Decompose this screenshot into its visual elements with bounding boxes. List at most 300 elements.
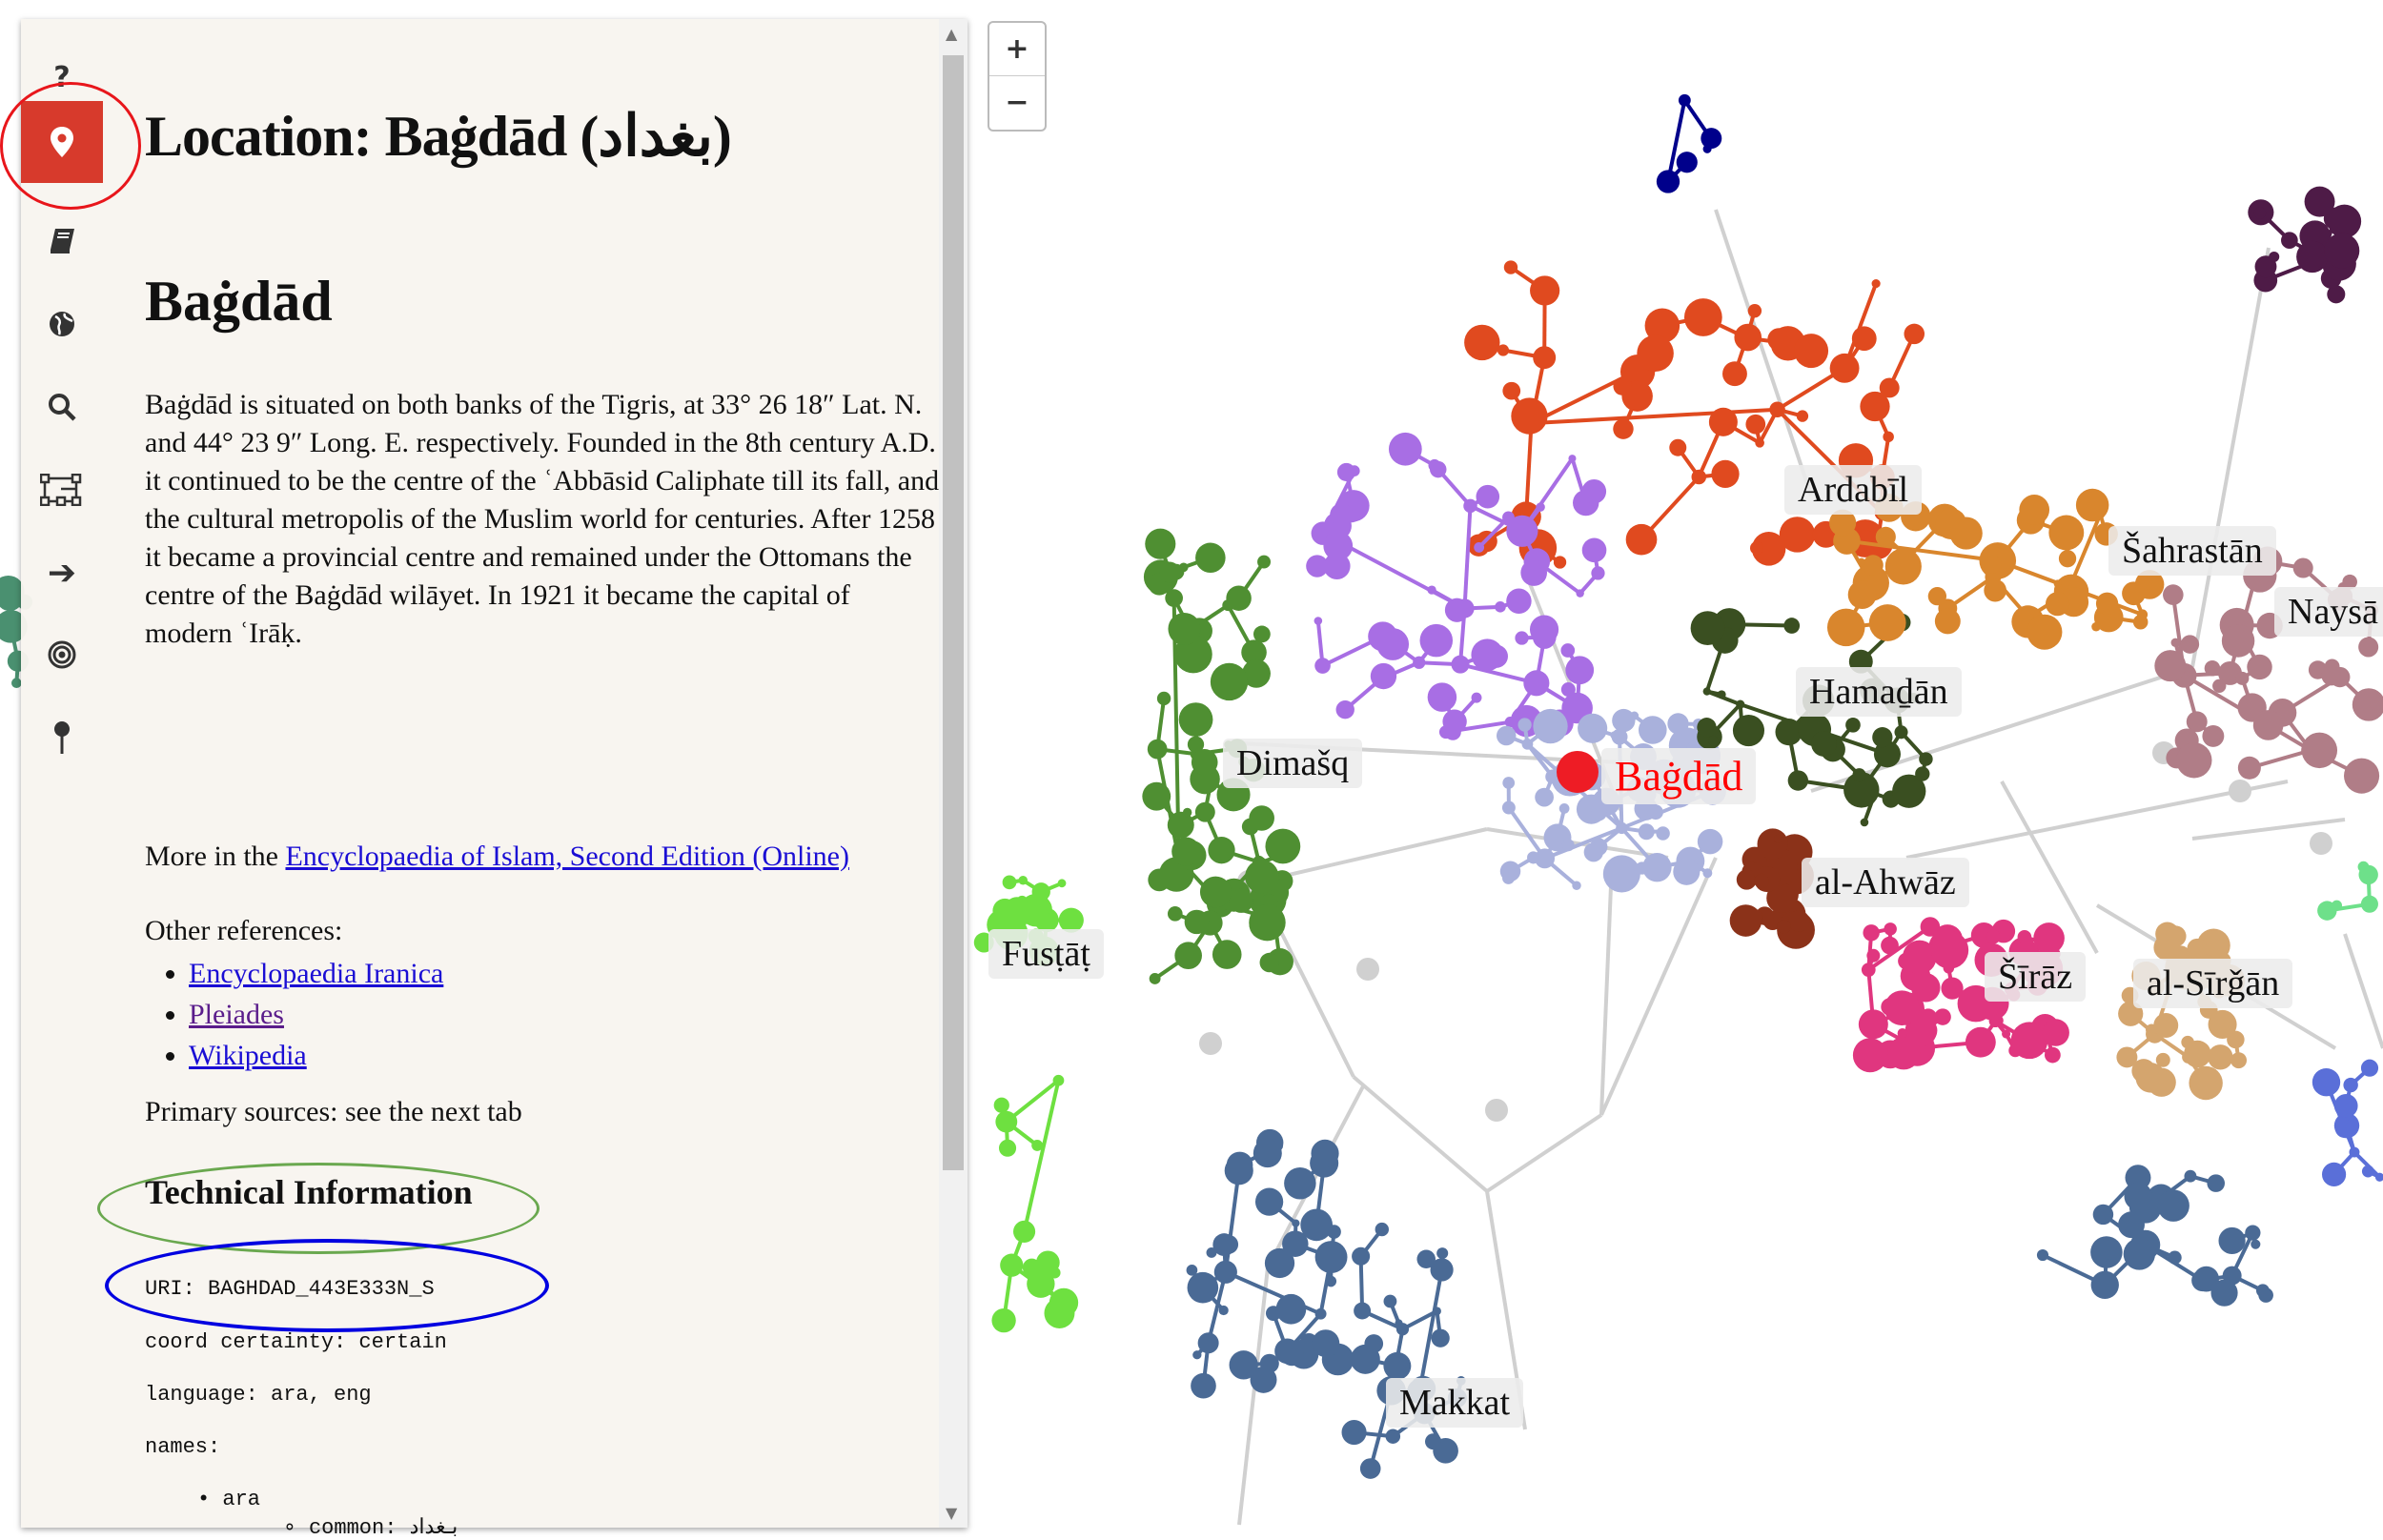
more-info <box>145 841 849 873</box>
scroll-down-arrow[interactable]: ▼ <box>946 1504 957 1522</box>
settlement-marker <box>1903 941 1937 975</box>
settlement-marker <box>1919 1008 1937 1026</box>
settlement-marker <box>1433 1307 1441 1315</box>
settlement-marker <box>2208 1044 2232 1069</box>
settlement-marker <box>2305 187 2335 217</box>
settlement-marker <box>1859 1009 1888 1039</box>
settlement-marker <box>1023 1259 1041 1277</box>
settlement-marker <box>1533 709 1567 743</box>
settlement-marker <box>1667 713 1688 734</box>
settlement-marker <box>1032 882 1050 901</box>
coord-certainty-field: coord certainty: certain <box>145 1330 447 1354</box>
network-icon[interactable] <box>21 449 103 531</box>
settlement-marker <box>2230 1052 2247 1068</box>
settlement-marker <box>1386 1429 1400 1443</box>
settlement-marker <box>1863 924 1879 941</box>
settlement-marker <box>1691 611 1725 645</box>
settlement-marker <box>1428 459 1440 472</box>
settlement-marker <box>1148 740 1168 760</box>
settlement-marker <box>1811 731 1837 757</box>
route-line <box>1239 1267 1268 1525</box>
settlement-marker <box>2059 550 2076 567</box>
settlement-marker <box>2163 584 2184 605</box>
settlement-marker <box>1520 559 1547 586</box>
settlement-marker <box>1168 613 1200 645</box>
settlement-marker <box>1904 324 1925 345</box>
uri-field: URI: BAGHDAD_443E333N_S <box>145 1277 435 1301</box>
settlement-marker <box>2258 1287 2273 1303</box>
settlement-marker <box>1226 585 1251 610</box>
settlement-marker <box>2247 655 2271 679</box>
route-node <box>1199 1032 1222 1055</box>
settlement-marker <box>1245 860 1278 893</box>
place-description: Baġdād is situated on both banks of the Tigris, at 33° 26 18″ Lat. N. and 44° 23 9″ Long. E. respectively. Founded in the 8th century A.D. it continued to be the centre of the ʿAbbāsid Caliphate till its fall, and the cultural metropolis of the Muslim world for centuries. After 1258 it became a provincial centre and remained under the Ottomans the centre of the Baġdād wilāyet. In 1921 it became the capital of modern ʿIrāḳ. <box>145 386 941 653</box>
settlement-marker <box>1376 628 1409 660</box>
map-label-fustat[interactable]: Fusṭāṭ <box>988 929 1104 979</box>
settlement-marker <box>1207 1247 1217 1258</box>
names-lang: ara <box>222 1488 260 1511</box>
settlement-marker <box>1639 716 1667 744</box>
settlement-marker <box>2048 516 2084 551</box>
settlement-marker <box>1718 690 1726 699</box>
settlement-marker <box>1436 1247 1448 1259</box>
settlement-marker <box>1797 410 1808 421</box>
route-node <box>2310 832 2332 855</box>
settlement-marker <box>1733 715 1764 746</box>
settlement-marker <box>991 1308 1015 1332</box>
settlement-marker <box>1745 415 1765 435</box>
settlement-marker <box>2091 622 2101 632</box>
settlement-marker <box>1582 538 1607 563</box>
arrow-right-icon[interactable]: ➔ <box>21 532 103 614</box>
settlement-marker <box>1352 1247 1370 1266</box>
settlement-marker <box>1191 1373 1216 1399</box>
settlement-marker <box>1027 902 1042 918</box>
map-label-siraz[interactable]: Šīrāz <box>1985 952 2086 1002</box>
settlement-marker <box>1195 802 1215 822</box>
settlement-marker <box>1255 1187 1283 1215</box>
settlement-marker <box>2254 207 2266 218</box>
settlement-marker <box>1527 851 1539 863</box>
settlement-marker <box>1053 1075 1065 1086</box>
location-pin-icon[interactable] <box>21 101 103 183</box>
settlement-marker <box>1734 324 1762 352</box>
settlement-marker <box>1722 361 1747 386</box>
map-label-makkat[interactable]: Makkat <box>1386 1378 1523 1428</box>
settlement-marker <box>1730 904 1762 937</box>
settlement-marker <box>1142 782 1171 811</box>
settlement-marker <box>1698 829 1723 855</box>
primary-sources-note: Primary sources: see the next tab <box>145 1096 522 1128</box>
settlement-marker <box>1145 529 1175 559</box>
settlement-marker <box>1257 556 1271 569</box>
settlement-marker <box>1677 152 1698 172</box>
settlement-marker <box>2184 1170 2196 1183</box>
map-label-hamadan[interactable]: Hamaḏān <box>1796 667 1962 717</box>
encyclopaedia-iranica-link[interactable]: Encyclopaedia Iranica <box>189 958 443 989</box>
settlement-marker <box>1314 617 1323 625</box>
settlement-marker <box>1536 502 1544 511</box>
settlement-marker <box>1413 657 1425 669</box>
zoom-out-button[interactable]: − <box>989 76 1045 129</box>
wikipedia-link[interactable]: Wikipedia <box>189 1040 307 1071</box>
settlement-marker <box>2187 939 2207 959</box>
names-lang-item: • ara <box>197 1488 260 1511</box>
settlement-marker <box>1591 566 1604 579</box>
settlement-marker <box>1885 548 1922 584</box>
settlement-marker <box>1703 145 1712 153</box>
settlement-marker <box>2181 635 2199 653</box>
settlement-marker <box>1872 279 1881 288</box>
panel-scrollbar[interactable] <box>939 19 967 1528</box>
settlement-marker <box>1284 1167 1315 1199</box>
settlement-marker <box>2334 1094 2358 1118</box>
settlement-marker <box>1150 973 1161 984</box>
names-common-item: ∘ common: بـغداد <box>283 1515 458 1540</box>
settlement-marker <box>1451 656 1469 674</box>
settlement-marker <box>1502 777 1515 789</box>
settlement-marker <box>1788 770 1808 790</box>
settlement-marker <box>2209 1010 2237 1039</box>
settlement-marker <box>1794 334 1828 368</box>
settlement-marker <box>1755 438 1764 448</box>
other-references-label: Other references: <box>145 915 342 947</box>
settlement-marker <box>1612 709 1635 732</box>
settlement-marker <box>2045 1047 2061 1064</box>
settlement-marker <box>1495 601 1506 613</box>
settlement-marker <box>1887 1037 1920 1069</box>
settlement-marker <box>1584 842 1603 861</box>
settlement-marker <box>1703 687 1711 695</box>
settlement-marker <box>2184 1041 2211 1068</box>
route-line <box>1601 858 1716 1115</box>
settlement-marker <box>1639 823 1655 840</box>
scroll-up-arrow[interactable]: ▲ <box>946 25 957 43</box>
map-label-naysa[interactable]: Naysā <box>2274 587 2383 637</box>
settlement-marker <box>2189 1066 2222 1100</box>
settlement-marker <box>1568 455 1576 462</box>
pleiades-link[interactable]: Pleiades <box>189 999 284 1030</box>
settlement-marker <box>2153 1013 2178 1038</box>
settlement-marker <box>1325 1276 1336 1287</box>
settlement-marker <box>1754 874 1768 888</box>
settlement-marker <box>1485 645 1508 668</box>
settlement-marker <box>1336 700 1354 719</box>
scroll-thumb[interactable] <box>943 55 964 1170</box>
settlement-marker <box>1192 1350 1201 1359</box>
settlement-marker <box>1253 1139 1282 1167</box>
settlement-marker <box>1389 433 1422 466</box>
settlement-marker <box>1965 1027 1996 1058</box>
help-icon[interactable]: ? <box>21 36 103 118</box>
settlement-marker <box>1748 304 1762 317</box>
settlement-marker <box>1692 470 1707 485</box>
settlement-marker <box>1515 631 1528 644</box>
settlement-marker <box>1019 876 1028 884</box>
route-line <box>1354 1077 1487 1191</box>
technical-information-heading: Technical Information <box>145 1172 473 1212</box>
settlement-marker <box>1613 418 1633 438</box>
settlement-marker <box>1673 859 1700 885</box>
settlement-marker <box>2293 558 2313 578</box>
settlement-marker <box>1986 930 2001 944</box>
settlement-marker <box>1463 499 1477 513</box>
settlement-marker <box>1898 1028 1908 1039</box>
settlement-marker <box>2153 935 2179 961</box>
settlement-marker <box>1395 1319 1402 1327</box>
settlement-marker <box>2033 922 2065 954</box>
settlement-marker <box>1179 702 1213 737</box>
route-node <box>1356 958 1379 981</box>
settlement-marker <box>1852 768 1865 781</box>
settlement-marker <box>1198 1332 1219 1353</box>
settlement-marker <box>1863 555 1884 576</box>
settlement-marker <box>2193 1266 2219 1292</box>
settlement-marker <box>1432 1329 1450 1348</box>
settlement-marker <box>1323 531 1353 560</box>
settlement-marker <box>1195 542 1226 573</box>
settlement-marker <box>2096 593 2118 615</box>
settlement-marker <box>2296 241 2328 273</box>
settlement-marker <box>2238 757 2261 780</box>
settlement-marker <box>2124 1238 2155 1269</box>
settlement-marker <box>1950 517 1983 549</box>
settlement-marker <box>1214 1261 1237 1284</box>
settlement-marker <box>2076 489 2109 522</box>
settlement-marker <box>1384 1295 1397 1308</box>
settlement-marker <box>1530 275 1559 305</box>
settlement-marker <box>1702 868 1712 878</box>
settlement-marker <box>2156 1053 2170 1067</box>
zoom-control <box>988 21 1047 132</box>
settlement-marker <box>1472 693 1482 703</box>
map-marker-icon[interactable] <box>21 697 103 779</box>
settlement-marker <box>1183 808 1192 817</box>
settlement-marker <box>2235 672 2249 685</box>
settlement-marker <box>2358 861 2370 873</box>
settlement-marker <box>1869 604 1906 641</box>
settlement-marker <box>1616 822 1627 834</box>
settlement-marker <box>1000 1254 1023 1277</box>
settlement-marker <box>1502 801 1516 815</box>
settlement-marker <box>1185 910 1209 934</box>
settlement-marker <box>995 1111 1017 1133</box>
settlement-marker <box>1750 541 1763 555</box>
settlement-marker <box>2037 1249 2048 1261</box>
settlement-marker <box>2135 1063 2165 1092</box>
settlement-marker <box>1383 1352 1411 1380</box>
settlement-marker <box>2091 1271 2119 1299</box>
settlement-marker <box>1852 326 1877 351</box>
settlement-marker <box>2362 1165 2374 1178</box>
settlement-marker <box>1522 739 1534 750</box>
settlement-marker <box>2046 592 2069 616</box>
settlement-marker <box>1219 1235 1238 1254</box>
settlement-marker <box>2332 901 2342 911</box>
settlement-marker <box>2251 1240 2260 1249</box>
map-label-ardabil[interactable]: Ardabīl <box>1784 465 1922 515</box>
names-common: common: بـغداد <box>309 1516 458 1540</box>
settlement-marker <box>1192 749 1218 776</box>
settlement-marker <box>1249 904 1285 941</box>
settlement-marker <box>1506 589 1531 614</box>
settlement-marker <box>1862 962 1876 977</box>
settlement-marker <box>1876 527 1896 547</box>
settlement-marker <box>1157 692 1171 705</box>
settlement-marker <box>2129 1191 2162 1224</box>
settlement-marker <box>1530 615 1558 643</box>
settlement-marker <box>1657 170 1680 192</box>
settlement-marker <box>1603 855 1640 892</box>
settlement-marker <box>2019 495 2049 525</box>
map-label-bagdad[interactable]: Baġdād <box>1601 748 1756 804</box>
settlement-marker <box>2202 725 2224 747</box>
settlement-marker <box>1578 714 1607 743</box>
settlement-marker <box>1227 1152 1253 1179</box>
settlement-marker <box>1554 556 1566 568</box>
settlement-marker <box>1591 805 1607 821</box>
settlement-marker <box>1576 589 1583 597</box>
settlement-marker <box>1314 658 1331 674</box>
settlement-marker <box>1427 585 1436 594</box>
settlement-marker <box>1845 718 1861 733</box>
settlement-marker <box>1928 587 1946 605</box>
settlement-marker <box>1464 325 1499 360</box>
book-icon[interactable] <box>21 200 103 282</box>
settlement-marker <box>1276 1294 1307 1325</box>
settlement-marker <box>1416 1249 1436 1268</box>
settlement-marker <box>1171 837 1200 865</box>
settlement-marker <box>1884 990 1920 1025</box>
zoom-in-button[interactable]: + <box>989 23 1045 76</box>
settlement-marker <box>2168 1251 2181 1265</box>
route-segment <box>1532 410 1778 423</box>
settlement-marker <box>2302 733 2337 768</box>
settlement-marker <box>2361 896 2378 913</box>
settlement-marker <box>1330 503 1353 526</box>
settlement-marker <box>1774 835 1782 843</box>
settlement-marker <box>2002 1030 2010 1039</box>
settlement-marker <box>2349 1147 2359 1158</box>
settlement-marker <box>2106 1259 2114 1267</box>
map-label-sahrastan[interactable]: Šahrastān <box>2108 526 2276 576</box>
settlement-marker <box>1767 328 1790 351</box>
settlement-marker <box>1354 1303 1371 1320</box>
settlement-marker <box>1502 382 1520 400</box>
settlement-marker <box>2361 1060 2378 1077</box>
settlement-marker <box>1613 377 1631 395</box>
settlement-marker <box>2245 1225 2260 1240</box>
settlement-marker <box>1848 580 1877 609</box>
globe-icon[interactable] <box>21 283 103 365</box>
settlement-marker <box>1656 826 1669 840</box>
settlement-marker <box>2335 1119 2354 1138</box>
settlement-marker <box>2253 710 2284 740</box>
settlement-marker <box>1200 877 1232 908</box>
settlement-marker <box>1265 1248 1294 1278</box>
settlement-marker <box>2093 1205 2113 1225</box>
route-segment <box>1226 1170 1239 1272</box>
settlement-marker <box>1708 736 1718 745</box>
map-label-sirgan[interactable]: al-Sīrǧān <box>2133 959 2292 1008</box>
settlement-marker <box>1420 624 1454 658</box>
map-label-ahwaz[interactable]: al-Ahwāz <box>1802 858 1969 907</box>
settlement-marker <box>2157 1189 2190 1222</box>
settlement-marker <box>2011 1022 2048 1059</box>
settlement-marker <box>2154 650 2186 681</box>
settlement-marker <box>1497 726 1516 745</box>
settlement-marker <box>1168 906 1183 922</box>
settlement-marker <box>1788 910 1809 931</box>
map-label-dimasq[interactable]: Dimašq <box>1223 739 1362 788</box>
settlement-marker <box>1637 334 1674 372</box>
settlement-marker <box>2218 1227 2245 1254</box>
settlement-marker <box>1737 869 1757 889</box>
settlement-marker <box>1188 1272 1219 1304</box>
settlement-marker <box>1783 618 1800 634</box>
settlement-marker <box>1870 789 1879 798</box>
list-item <box>189 1035 443 1076</box>
settlement-marker <box>1044 1298 1074 1328</box>
list-item <box>189 953 443 994</box>
settlement-marker <box>1517 718 1531 731</box>
settlement-marker <box>2205 660 2221 677</box>
settlement-marker <box>1502 512 1515 524</box>
settlement-marker <box>2344 759 2379 794</box>
settlement-marker <box>1311 1140 1338 1167</box>
settlement-marker <box>1502 872 1515 884</box>
settlement-marker <box>1337 463 1355 481</box>
target-icon[interactable] <box>21 614 103 696</box>
settlement-marker <box>2281 232 2298 249</box>
settlement-marker <box>1425 1433 1441 1449</box>
route-line <box>1487 1115 1601 1191</box>
settlement-marker <box>1253 626 1271 643</box>
encyclopaedia-of-islam-link[interactable]: Encyclopaedia of Islam, Second Edition (Online) <box>285 841 849 872</box>
settlement-marker <box>1861 819 1869 827</box>
search-icon[interactable] <box>21 366 103 448</box>
settlement-marker <box>1769 401 1785 417</box>
settlement-marker <box>1669 439 1686 456</box>
settlement-marker <box>2269 252 2279 262</box>
settlement-marker <box>1306 555 1328 577</box>
settlement-marker <box>1736 700 1744 709</box>
settlement-marker <box>1701 128 1721 149</box>
settlement-marker <box>2343 1078 2357 1092</box>
settlement-marker <box>1174 942 1202 969</box>
settlement-marker <box>1208 837 1234 863</box>
settlement-marker <box>1292 1219 1299 1226</box>
settlement-marker <box>1315 1308 1327 1320</box>
settlement-marker <box>1572 881 1580 890</box>
settlement-marker <box>2133 615 2149 630</box>
settlement-marker <box>1684 298 1722 336</box>
settlement-marker <box>1342 1420 1367 1445</box>
settlement-marker <box>2027 615 2062 650</box>
settlement-marker <box>2054 579 2062 587</box>
settlement-marker <box>1523 670 1549 696</box>
route-node <box>1485 1099 1508 1122</box>
settlement-marker <box>1827 609 1865 647</box>
settlement-marker <box>1830 354 1860 383</box>
active-location-marker <box>1557 751 1599 793</box>
settlement-marker <box>1212 940 1242 969</box>
settlement-marker <box>2207 1174 2225 1192</box>
settlement-marker <box>1442 709 1466 733</box>
settlement-marker <box>1881 937 1899 955</box>
other-references-list <box>145 953 443 1076</box>
settlement-marker <box>1560 643 1575 658</box>
